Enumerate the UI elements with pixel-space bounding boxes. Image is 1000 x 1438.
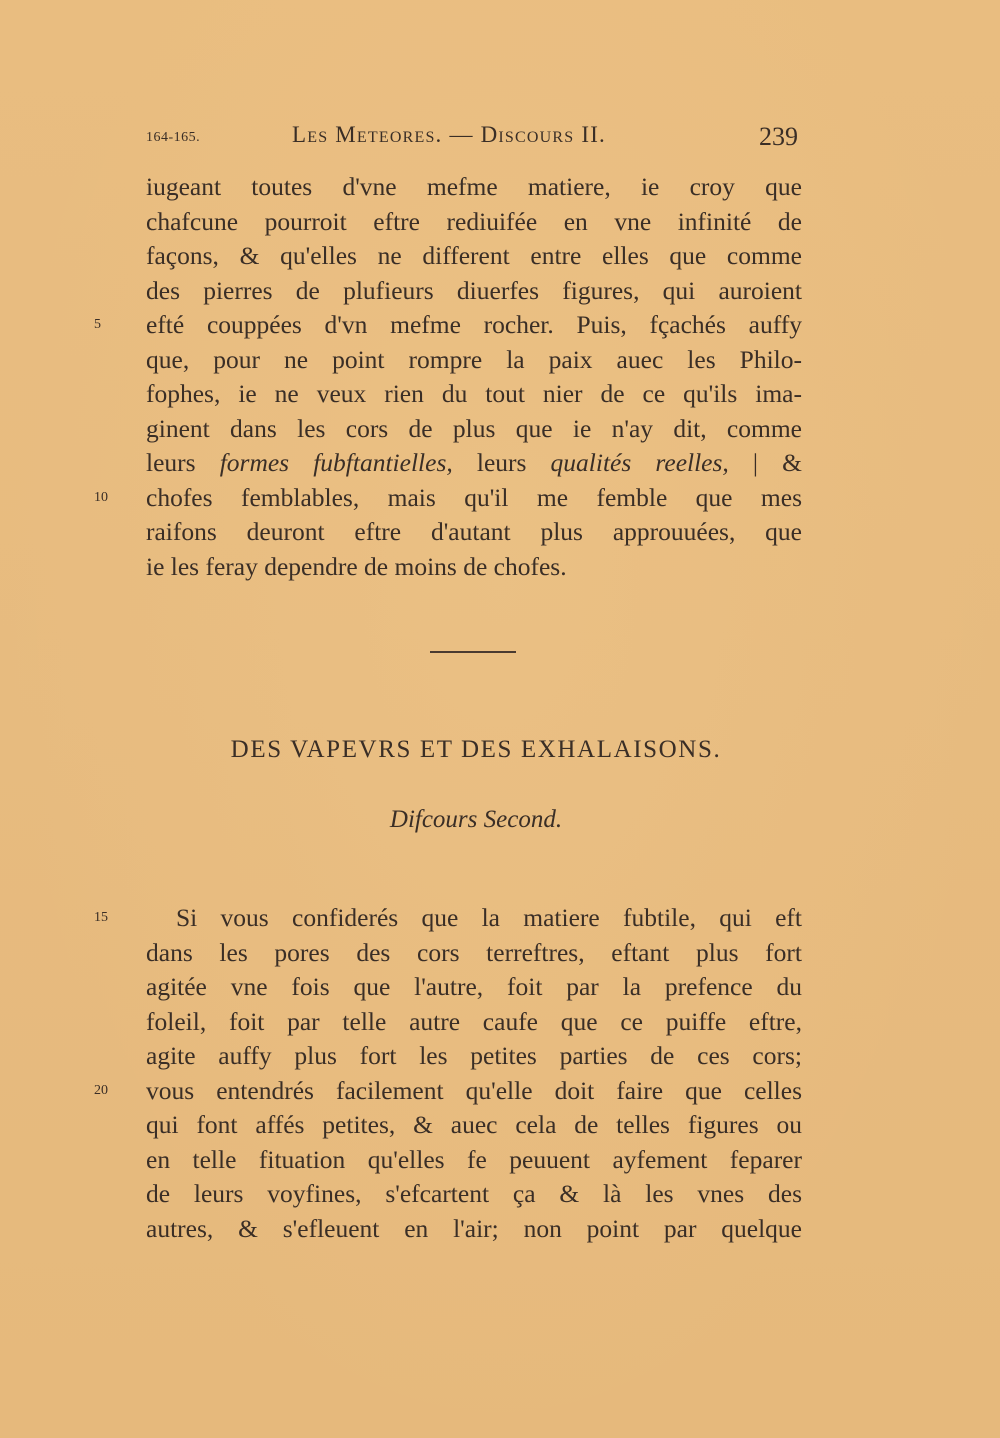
paragraph-2 <box>94 901 802 1246</box>
text-line: chafcune pourroit eftre rediuifée en vne infinité de <box>146 206 802 236</box>
text-line: fophes, ie ne veux rien du tout nier de ce qu'ils ima- <box>146 379 802 408</box>
running-header <box>146 118 802 158</box>
text-line: autres, & s'efleuent en l'air; non point par quelque <box>146 1213 802 1243</box>
line-number: 20 <box>94 1082 108 1098</box>
text-line: iugeant toutes d'vne mefme matiere, ie croy que <box>146 172 802 201</box>
line-number: 10 <box>94 489 108 505</box>
italic-term: qualités reelles, <box>550 448 729 477</box>
text-line: 15 Si vous confiderés que la matiere fubtile, qui eft <box>146 901 802 936</box>
text-line: de leurs voyfines, s'efcartent ça & là les vnes des <box>146 1179 802 1208</box>
text-line: dans les pores des cors terreftres, eftant plus fort <box>146 937 802 967</box>
text-line-with-italics: leurs formes fubftantielles, leurs qualités reelles, | & <box>146 448 802 477</box>
line-number: 15 <box>94 910 108 925</box>
line-number: 5 <box>94 317 101 332</box>
section-subtitle: Difcours Second. <box>389 806 563 833</box>
folio-reference: 164-165. <box>146 130 201 145</box>
paragraph-1 <box>94 170 802 584</box>
text-line: que, pour ne point rompre la paix auec les Philo- <box>146 344 802 374</box>
text-line: qui font affés petites, & auec cela de telles figures ou <box>146 1110 802 1139</box>
text-line: 5 efté couppées d'vn mefme rocher. Puis, fçachés auffy <box>146 308 802 343</box>
text-line: ie les feray dependre de moins de chofes. <box>146 551 567 581</box>
section-title: DES VAPEVRS ET DES EXHALAISONS. <box>230 736 722 763</box>
text-line: foleil, foit par telle autre caufe que ce puiffe eftre, <box>146 1006 802 1036</box>
text-line: façons, & qu'elles ne different entre elles que comme <box>146 241 802 270</box>
text-line: raifons deuront eftre d'autant plus approuuées, que <box>146 517 802 546</box>
text-line: 10 chofes femblables, mais qu'il me femble que mes <box>146 481 802 516</box>
text-line: ginent dans les cors de plus que ie n'ay dit, comme <box>146 413 802 443</box>
section-divider-rule <box>430 651 516 653</box>
text-line: en telle fituation qu'elles fe peuuent ayfement feparer <box>146 1144 802 1174</box>
text-line: agitée vne fois que l'autre, foit par la prefence du <box>146 972 802 1001</box>
running-title: Les Meteores. — Discours II. <box>292 122 606 147</box>
page-number: 239 <box>759 122 798 151</box>
text-line: agite auffy plus fort les petites parties de ces cors; <box>146 1041 802 1070</box>
italic-term: formes fubftantielles, <box>219 448 453 477</box>
text-line: des pierres de plufieurs diuerfes figures, qui auroient <box>146 275 802 305</box>
text-line: 20 vous entendrés facilement qu'elle doit faire que celles <box>146 1074 802 1109</box>
